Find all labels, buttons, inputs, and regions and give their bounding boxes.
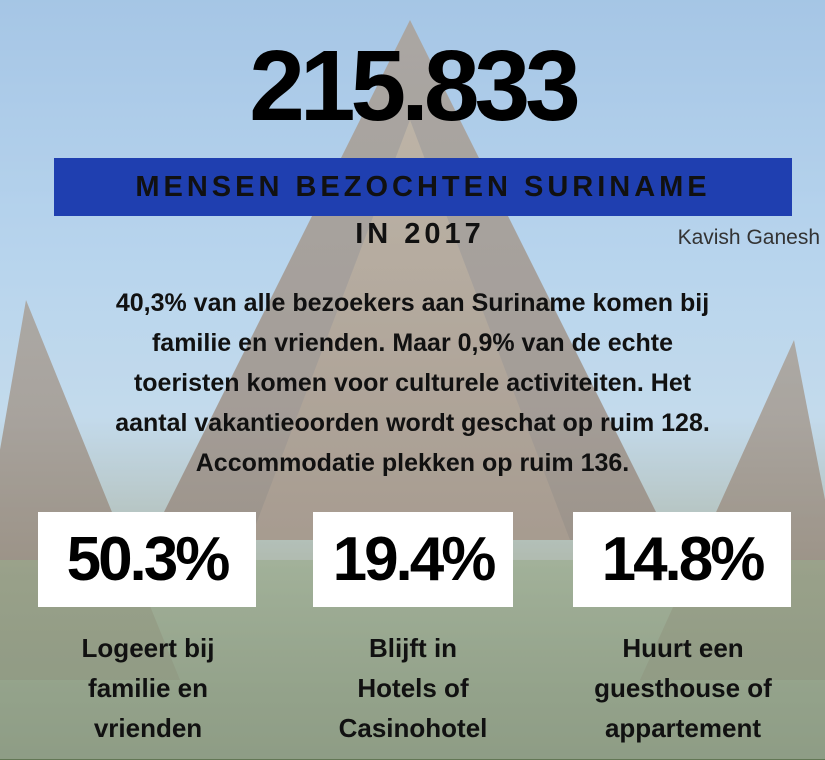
stat-label-line: Logeert bij bbox=[81, 633, 215, 663]
stat-label-family bbox=[28, 628, 268, 748]
stat-label-guesthouse bbox=[553, 628, 813, 748]
stat-label-line: guesthouse of bbox=[594, 673, 772, 703]
visitor-count: 215.833 bbox=[249, 30, 576, 142]
headline-year: IN 2017 bbox=[355, 218, 485, 250]
stat-label-line: Blijft in bbox=[368, 633, 458, 663]
stat-label-line: Casinohotel bbox=[338, 713, 488, 743]
body-line: Accommodatie plekken op ruim 136. bbox=[195, 449, 630, 477]
stat-label-line: Huurt een bbox=[622, 633, 744, 663]
stat-label-line: Hotels of bbox=[357, 673, 469, 703]
body-paragraph bbox=[20, 283, 805, 483]
body-line: aantal vakantieoorden wordt geschat op ruim 128. bbox=[115, 409, 710, 437]
stat-value-guesthouse: 14.8% bbox=[573, 512, 791, 607]
body-line: toeristen komen voor culturele activiteiten. Het bbox=[133, 369, 692, 397]
body-line: 40,3% van alle bezoekers aan Suriname komen bij bbox=[115, 289, 710, 317]
headline-banner: MENSEN BEZOCHTEN SURINAME bbox=[54, 158, 792, 216]
stat-label-line: appartement bbox=[604, 713, 762, 743]
stat-value-hotels: 19.4% bbox=[313, 512, 513, 607]
stat-value-family: 50.3% bbox=[38, 512, 256, 607]
body-line: familie en vrienden. Maar 0,9% van de echte bbox=[151, 329, 674, 357]
stat-label-hotels bbox=[293, 628, 533, 748]
author-credit: Kavish Ganesh bbox=[677, 226, 820, 249]
stat-label-line: vrienden bbox=[93, 713, 203, 743]
stat-label-line: familie en bbox=[88, 673, 208, 703]
